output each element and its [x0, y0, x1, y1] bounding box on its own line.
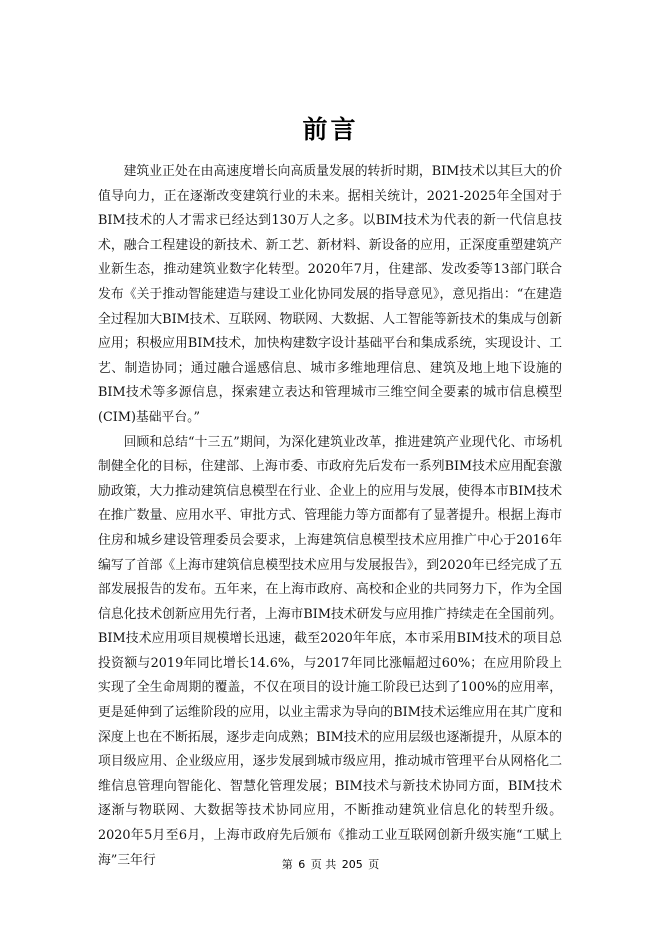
page-title: 前言	[302, 115, 359, 144]
paragraph-2: 回顾和总结“十三五”期间，为深化建筑业改革，推进建筑产业现代化、市场机制健全化的目标，住建部、上海市委、市政府先后发布一系列BIM技术应用配套激励政策，大力推动建筑信息模型在行业、企业上的应用与发展，使得本市BIM技术在推广数量、应用水平、审批方式、管理能力等方面都有了显著提升。根据上海市住房和城乡建设管理委员会要求，上海建筑信息模型技术应用推广中心于2016年编写了首部《上海市建筑信息模型技术应用与发展报告》，到2020年已经完成了五部发展报告的发布。五年来，在上海市政府、高校和企业的共同努力下，作为全国信息化技术创新应用先行者，上海市BIM技术研发与应用推广持续走在全国前列。BIM技术应用项目规模增长迅速，截至2020年年底，本市采用BIM技术的项目总投资额与2019年同比增长14.6%，与2017年同比涨幅超过60%；在应用阶段上实现了全生命周期的覆盖，不仅在项目的设计施工阶段已达到了100%的应用率，更是延伸到了运维阶段的应用，以业主需求为导向的BIM技术运维应用在其广度和深度上也在不断拓展，逐步走向成熟；BIM技术的应用层级也逐渐提升，从原本的项目级应用、企业级应用，逐步发展到城市级应用，推动城市管理平台从网格化二维信息管理向智能化、智慧化管理发展；BIM技术与新技术协同方面，BIM技术逐渐与物联网、大数据等技术协同应用，不断推动建筑业信息化的转型升级。2020年5月至6月，上海市政府先后颁布《推动工业互联网创新升级实施“工赋上海”三年行	[98, 434, 562, 868]
footer-middle: 页 共	[310, 858, 337, 871]
footer-prefix: 第	[281, 858, 293, 871]
body-text	[98, 160, 562, 873]
current-page-number: 6	[298, 858, 306, 871]
paragraph-1: 建筑业正处在由高速度增长向高质量发展的转折时期，BIM技术以其巨大的价值导向力，正在逐渐改变建筑行业的未来。据相关统计，2021-2025年全国对于BIM技术的人才需求已经达到130万人之多。以BIM技术为代表的新一代信息技术，融合工程建设的新技术、新工艺、新材料、新设备的应用，正深度重塑建筑产业新生态，推动建筑业数字化转型。2020年7月，住建部、发改委等13部门联合发布《关于推动智能建造与建设工业化协同发展的指导意见》，意见指出：“在建造全过程加大BIM技术、互联网、物联网、大数据、人工智能等新技术的集成与创新应用；积极应用BIM技术，加快构建数字设计基础平台和集成系统，实现设计、工艺、制造协同；通过融合遥感信息、城市多维地理信息、建筑及地上地下设施的BIM技术等多源信息，探索建立表达和管理城市三维空间全要素的城市信息模型(CIM)基础平台。”	[98, 164, 562, 425]
footer-suffix: 页	[368, 858, 380, 871]
total-page-count: 205	[341, 858, 363, 871]
page-footer	[0, 856, 661, 872]
